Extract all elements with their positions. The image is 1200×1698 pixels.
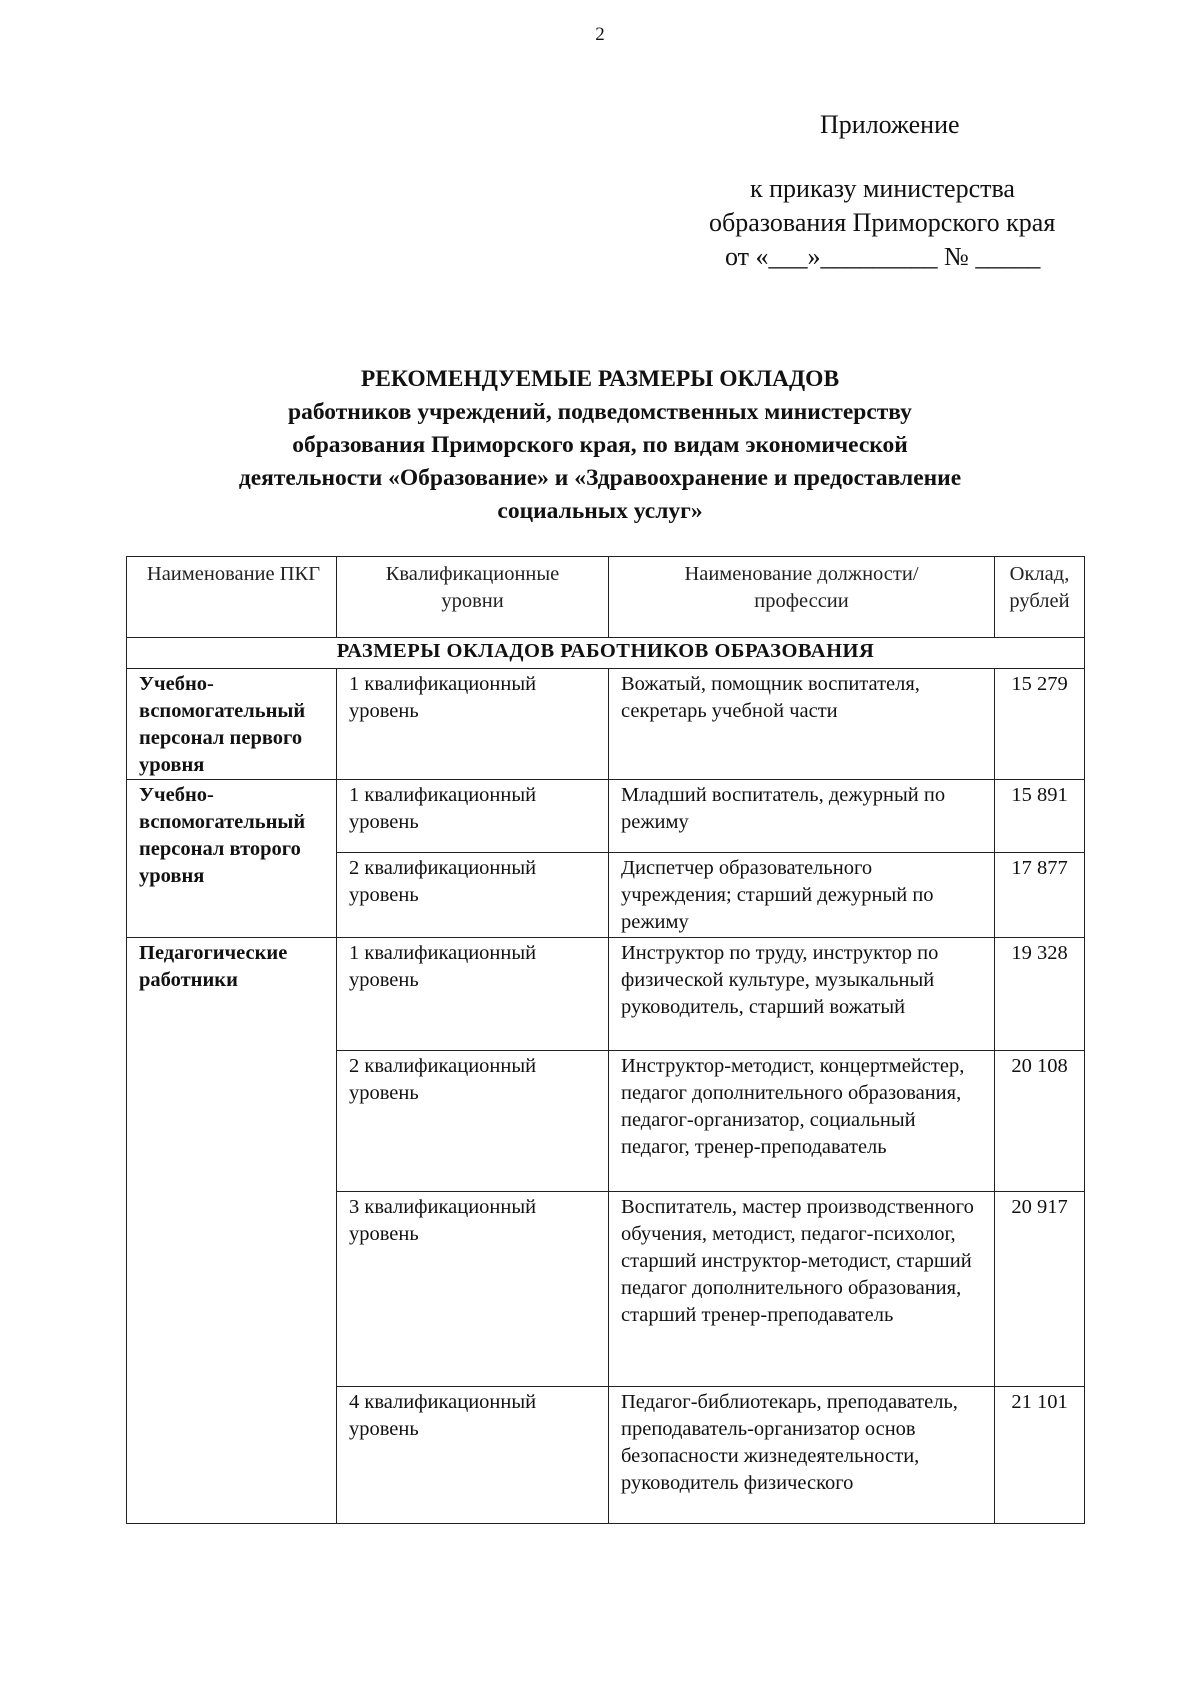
page-number: 2: [595, 24, 605, 45]
position-cell: Педагог-библиотекарь, преподаватель, преподаватель-организатор основ безопасности жизнедеятельности, руководитель физического: [609, 1387, 995, 1524]
level-cell: 4 квалификационный уровень: [337, 1387, 609, 1524]
document-title: [130, 363, 1070, 528]
appendix-date-line: от «___»_________ № _____: [725, 242, 1041, 271]
title-line-5: социальных услуг»: [497, 498, 703, 524]
header-salary: Оклад, рублей: [995, 557, 1085, 638]
header-levels: Квалификационные уровни: [337, 557, 609, 638]
position-cell: Диспетчер образовательного учреждения; старший дежурный по режиму: [609, 853, 995, 938]
title-line-2: работников учреждений, подведомственных министерству: [288, 399, 912, 425]
table-row: [127, 780, 1085, 853]
title-line-1: РЕКОМЕНДУЕМЫЕ РАЗМЕРЫ ОКЛАДОВ: [360, 366, 840, 392]
appendix-title: Приложение: [820, 110, 960, 139]
appendix-to-order: к приказу министерства: [750, 174, 1015, 203]
pkg-name: Учебно-вспомогательный персонал второго уровня: [127, 780, 337, 938]
position-cell: Инструктор-методист, концертмейстер, педагог дополнительного образования, педагог-организатор, социальный педагог, тренер-преподаватель: [609, 1051, 995, 1192]
header-pkg: Наименование ПКГ: [127, 557, 337, 638]
salary-cell: 19 328: [995, 938, 1085, 1051]
position-cell: Инструктор по труду, инструктор по физической культуре, музыкальный руководитель, старший вожатый: [609, 938, 995, 1051]
position-cell: Вожатый, помощник воспитателя, секретарь учебной части: [609, 669, 995, 780]
position-cell: Воспитатель, мастер производственного обучения, методист, педагог-психолог, старший инструктор-методист, старший педагог дополнительного образования, старший тренер-преподаватель: [609, 1192, 995, 1387]
pkg-name: Педагогические работники: [127, 938, 337, 1524]
salary-table: [126, 556, 1085, 1524]
salary-cell: 21 101: [995, 1387, 1085, 1524]
salary-cell: 17 877: [995, 853, 1085, 938]
salary-cell: 20 108: [995, 1051, 1085, 1192]
level-cell: 1 квалификационный уровень: [337, 669, 609, 780]
section-title: РАЗМЕРЫ ОКЛАДОВ РАБОТНИКОВ ОБРАЗОВАНИЯ: [127, 638, 1085, 669]
level-cell: 2 квалификационный уровень: [337, 1051, 609, 1192]
salary-cell: 15 891: [995, 780, 1085, 853]
table-header-row: [127, 557, 1085, 638]
header-position: Наименование должности/профессии: [609, 557, 995, 638]
appendix-org: образования Приморского края: [709, 208, 1056, 237]
title-line-3: образования Приморского края, по видам экономической: [292, 432, 908, 458]
salary-cell: 20 917: [995, 1192, 1085, 1387]
salary-cell: 15 279: [995, 669, 1085, 780]
title-line-4: деятельности «Образование» и «Здравоохранение и предоставление: [238, 465, 962, 491]
level-cell: 3 квалификационный уровень: [337, 1192, 609, 1387]
level-cell: 1 квалификационный уровень: [337, 780, 609, 853]
table-row: [127, 938, 1085, 1051]
table-row: [127, 669, 1085, 780]
level-cell: 1 квалификационный уровень: [337, 938, 609, 1051]
position-cell: Младший воспитатель, дежурный по режиму: [609, 780, 995, 853]
level-cell: 2 квалификационный уровень: [337, 853, 609, 938]
pkg-name: Учебно-вспомогательный персонал первого уровня: [127, 669, 337, 780]
section-row: [127, 638, 1085, 669]
appendix-block: [700, 108, 1100, 274]
